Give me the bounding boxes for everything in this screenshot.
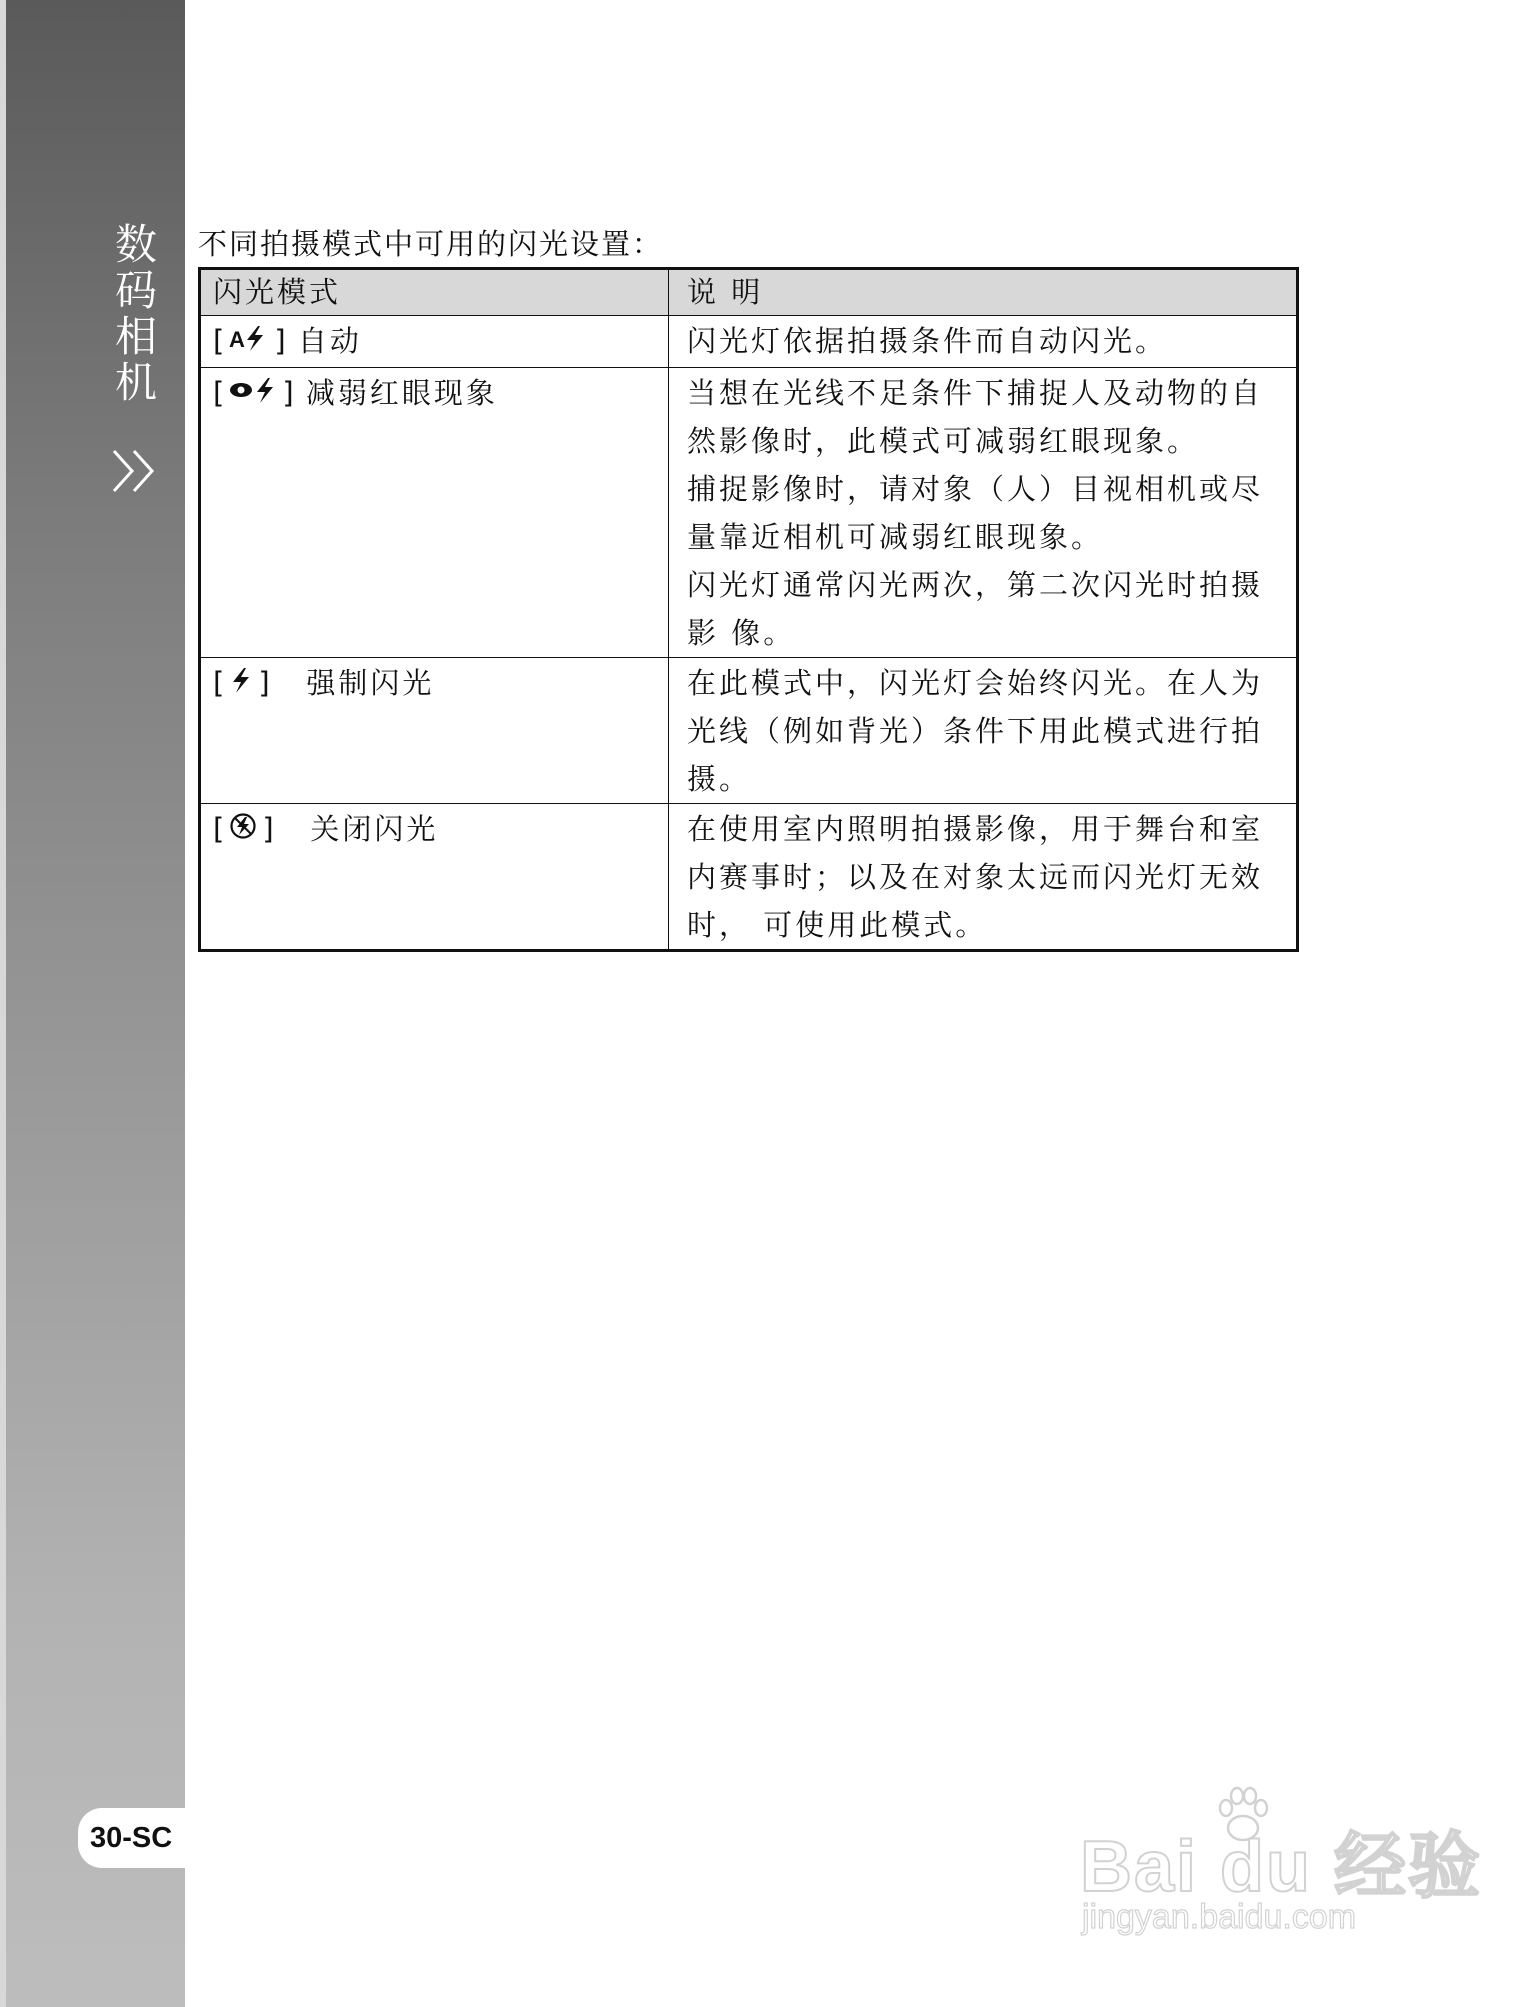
watermark-brand: Bai du 经验: [1080, 1827, 1483, 1907]
desc-cell: [668, 658, 1297, 804]
table-row: [200, 316, 1298, 368]
flash-forced-icon: [228, 661, 254, 709]
mode-cell: [200, 804, 669, 951]
desc-cell-content: [669, 804, 1296, 949]
header-label-mode: 闪光模式: [213, 275, 342, 309]
table-header-row: [200, 269, 1298, 316]
desc-paragraph: 当想在光线不足条件下捕捉人及动物的自然影像时，此模式可减弱红眼现象。: [686, 376, 1263, 458]
bracket-close: ]: [274, 324, 286, 358]
mode-label: 减弱红眼现象: [305, 376, 498, 410]
mode-cell: [200, 658, 669, 804]
bracket-open: [: [213, 812, 225, 846]
desc-paragraph: 捕捉影像时，请对象（人）目视相机或尽量靠近相机可减弱红眼现象。: [686, 472, 1263, 554]
table-row: [200, 368, 1298, 658]
header-cell-desc: [668, 269, 1297, 316]
flash-off-icon: [228, 807, 258, 855]
sidebar-edge: [0, 0, 6, 2007]
bracket-close: ]: [258, 666, 270, 700]
page-number: 30-SC: [90, 1822, 173, 1854]
mode-cell: [200, 368, 669, 658]
desc-cell-content: [669, 658, 1296, 803]
red-eye-reduction-icon: [228, 371, 278, 419]
mode-cell: [200, 316, 669, 368]
mode-label: 关闭闪光: [310, 812, 439, 846]
double-chevron-right-icon: [110, 445, 156, 497]
bracket-open: [: [213, 324, 225, 358]
mode-cell-content: [201, 804, 668, 855]
header-label-desc: 说 明: [686, 275, 764, 309]
desc-paragraph: 在此模式中，闪光灯会始终闪光。在人为光线（例如背光）条件下用此模式进行拍摄。: [686, 666, 1263, 796]
desc-cell: [668, 368, 1297, 658]
intro-text: 不同拍摄模式中可用的闪光设置：: [198, 227, 664, 261]
desc-paragraph: 闪光灯依据拍摄条件而自动闪光。: [686, 324, 1167, 358]
watermark-url: jingyan.baidu.com: [1082, 1898, 1357, 1936]
watermark: [1080, 1780, 1483, 1950]
mode-label: 自动: [297, 324, 362, 358]
mode-cell-content: [201, 316, 668, 367]
flash-modes-table: [198, 267, 1299, 952]
mode-label: 强制闪光: [306, 666, 435, 700]
table-row: [200, 658, 1298, 804]
table-row: [200, 804, 1298, 951]
desc-cell-content: [669, 368, 1296, 657]
mode-cell-content: [201, 658, 668, 709]
sidebar-title: 数码相机: [109, 222, 158, 406]
header-cell-mode: [200, 269, 669, 316]
svg-text:A: A: [229, 327, 249, 352]
desc-paragraph: 在使用室内照明拍摄影像，用于舞台和室内赛事时；以及在对象太远而闪光灯无效时， 可使用此模式。: [686, 812, 1263, 942]
bracket-close: ]: [282, 376, 294, 410]
desc-cell-content: [669, 316, 1296, 365]
desc-cell: [668, 804, 1297, 951]
bracket-open: [: [213, 666, 225, 700]
bracket-close: ]: [262, 812, 274, 846]
mode-cell-content: [201, 368, 668, 419]
flash-auto-icon: [228, 319, 270, 367]
bracket-open: [: [213, 376, 225, 410]
desc-cell: [668, 316, 1297, 368]
desc-paragraph: 闪光灯通常闪光两次，第二次闪光时拍摄影 像。: [686, 568, 1263, 650]
